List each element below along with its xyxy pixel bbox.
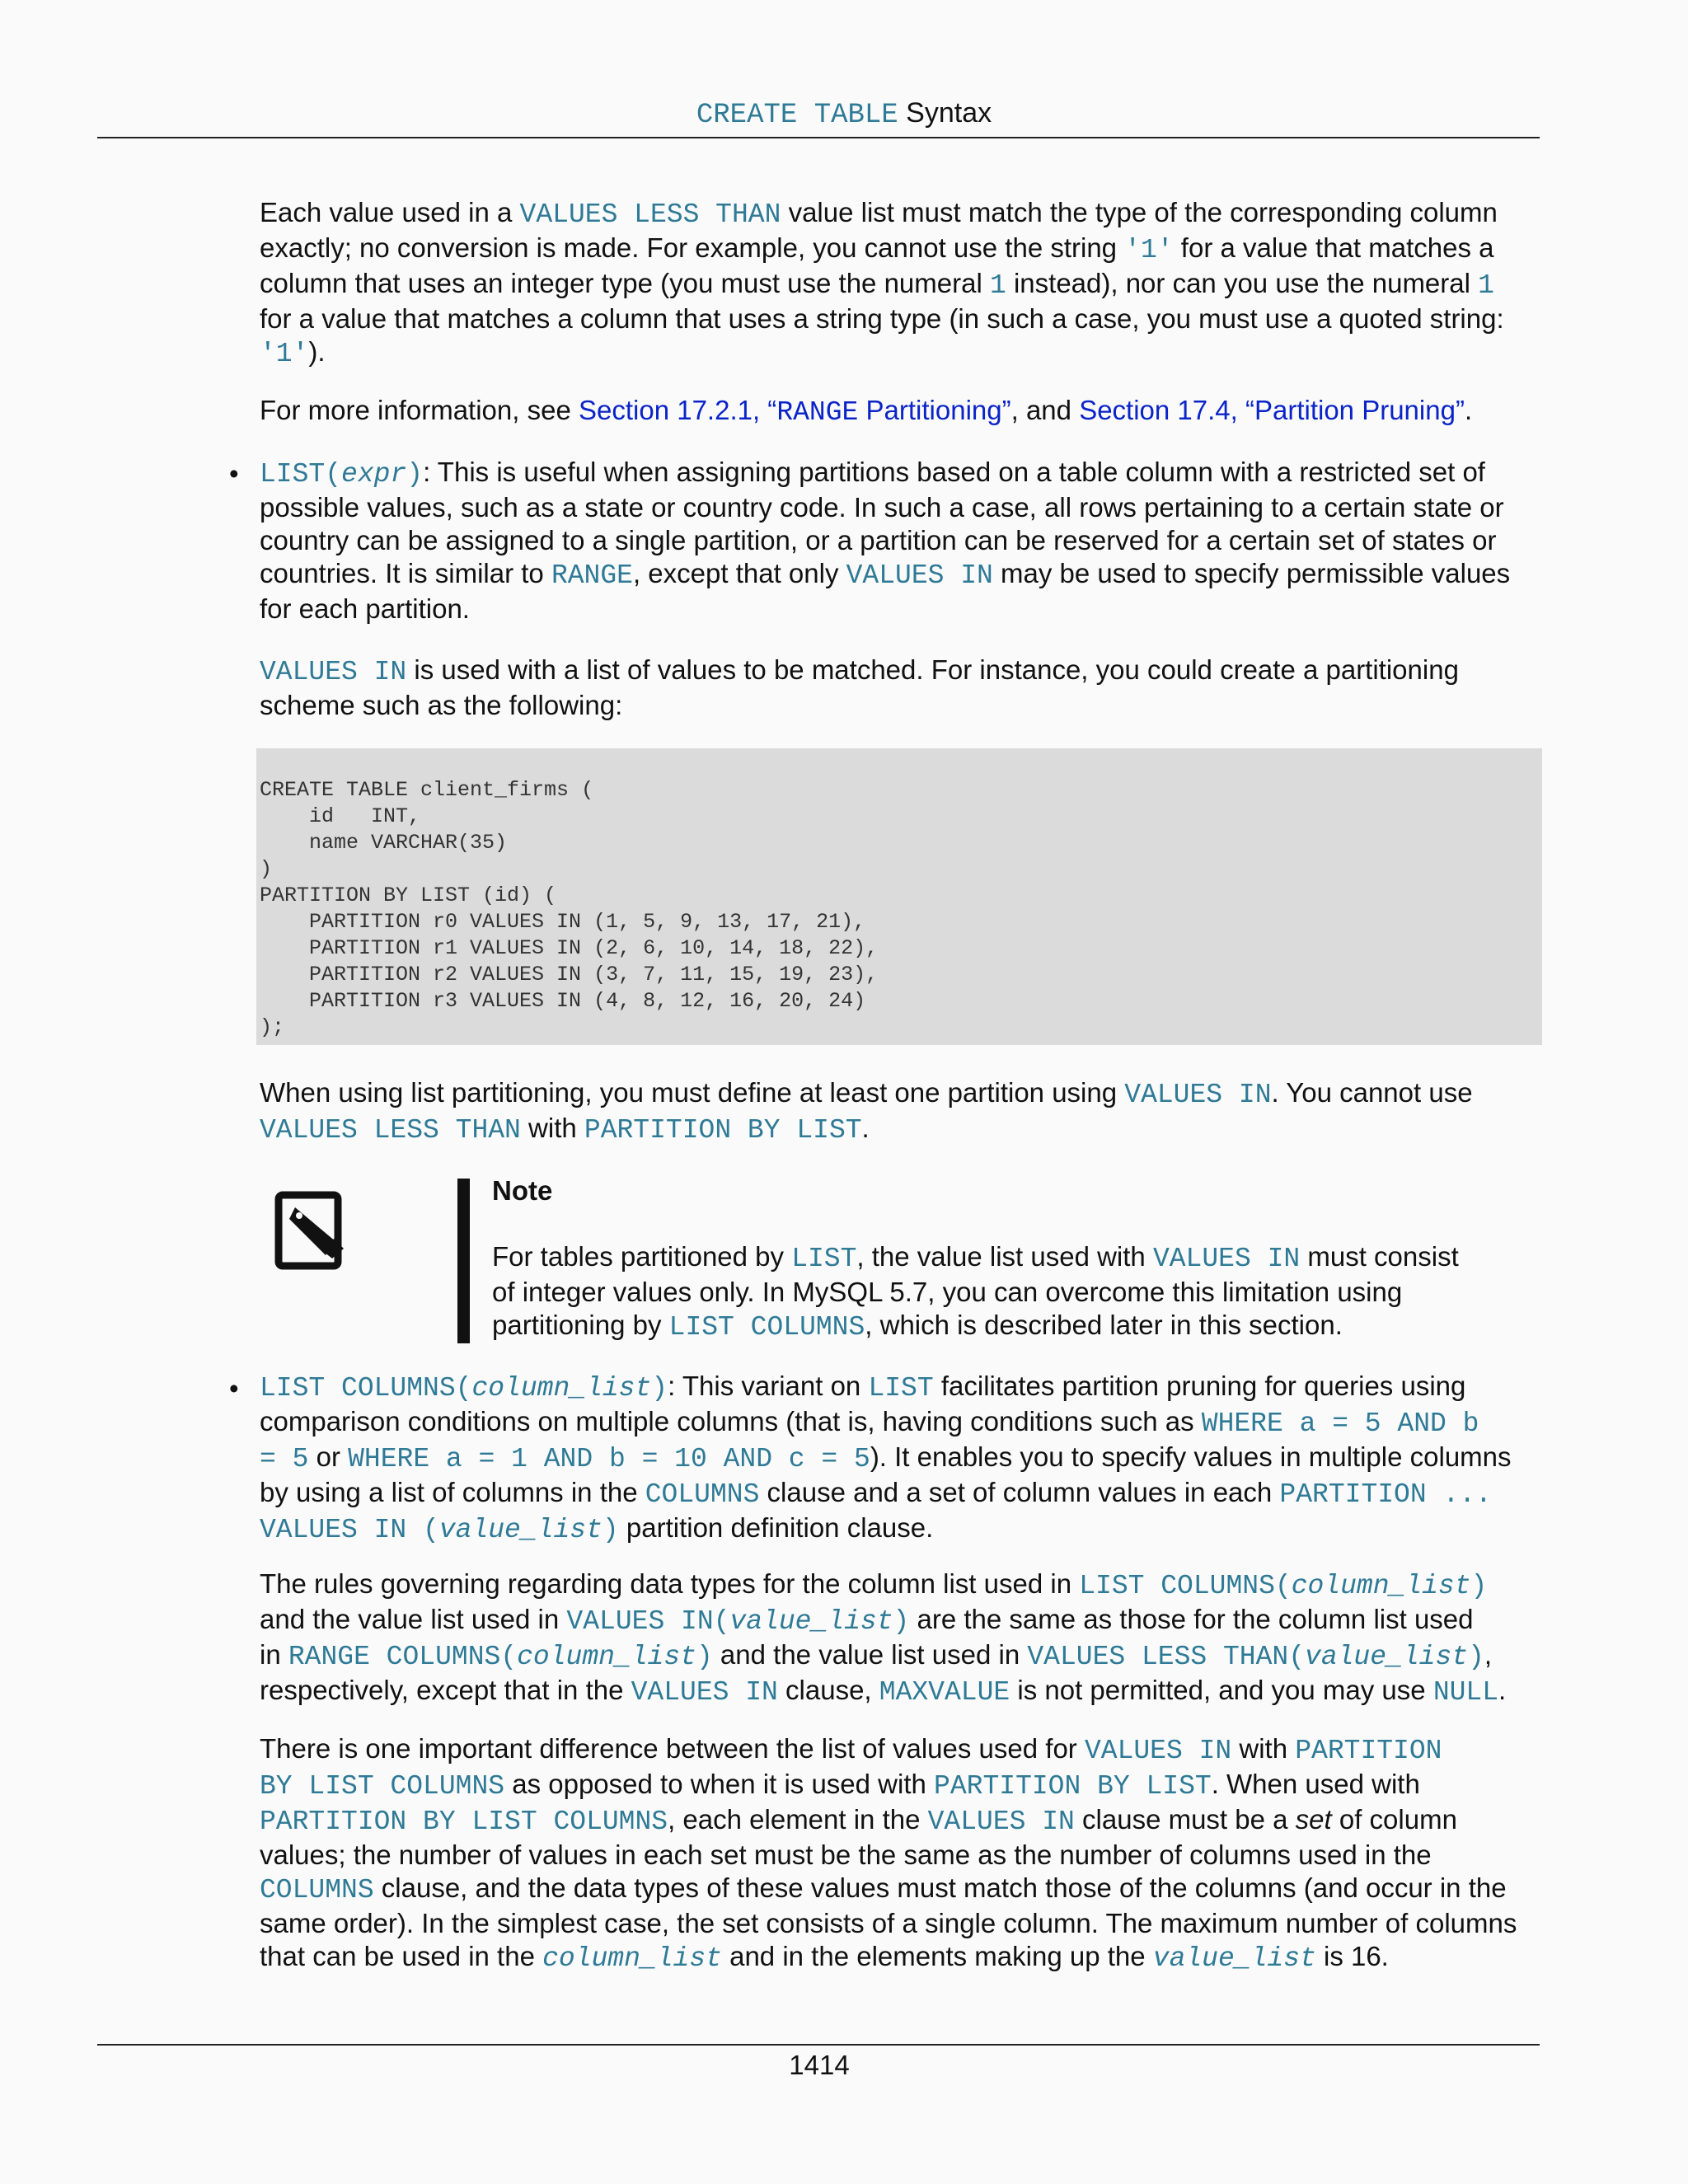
text: is 16. (1315, 1941, 1389, 1971)
text: with (1231, 1733, 1296, 1764)
inline-code: VALUES IN (1152, 1244, 1301, 1274)
text: , which is described later in this section. (865, 1310, 1343, 1340)
note-icon (274, 1191, 347, 1270)
bullet-marker: • (229, 458, 239, 489)
emphasis: set (1295, 1804, 1332, 1835)
inline-code: LIST (791, 1244, 857, 1274)
inline-code: PARTITION (1295, 1736, 1442, 1766)
text: and the value list used in (712, 1639, 1028, 1670)
inline-code: PARTITION ... (1279, 1479, 1492, 1510)
inline-code: LIST COLUMNS (668, 1312, 865, 1343)
text: and in the elements making up the (721, 1941, 1153, 1971)
text: for a value that matches a (1173, 232, 1494, 263)
text: is not permitted, and you may use (1010, 1675, 1433, 1705)
text: . (1498, 1675, 1507, 1705)
text: scheme such as the following: (260, 690, 623, 720)
footer-rule (97, 2044, 1540, 2046)
text: with (520, 1113, 584, 1143)
inline-code: MAXVALUE (879, 1677, 1010, 1708)
text: , and (1010, 395, 1080, 425)
inline-code: WHERE a = 1 AND b = 10 AND c = 5 (348, 1444, 870, 1474)
inline-code: LIST (868, 1373, 934, 1404)
inline-code: '1' (260, 339, 309, 369)
paragraph-important-difference (260, 1732, 1537, 1975)
inline-code: column_list (542, 1943, 722, 1974)
header-text: Syntax (906, 97, 992, 129)
inline-code: 1 (1478, 270, 1494, 301)
text: For tables partitioned by (492, 1241, 792, 1272)
inline-code: PARTITION BY LIST COLUMNS (260, 1807, 668, 1837)
inline-code: '1' (1124, 235, 1174, 265)
paragraph-more-info (260, 394, 1537, 429)
text: column that uses an integer type (you must use the numeral (260, 268, 990, 298)
text: partition definition clause. (618, 1512, 934, 1543)
bullet-list-expr (260, 456, 1537, 626)
text: for each partition. (260, 593, 470, 624)
paragraph-values-less-than (260, 196, 1537, 371)
text: clause, (777, 1675, 879, 1705)
bullet-list-columns (260, 1370, 1537, 1547)
inline-code: VALUES IN (value_list) (260, 1515, 619, 1545)
paragraph-list-partitioning (260, 1076, 1537, 1147)
inline-code: 1 (989, 270, 1006, 301)
text: . When used with (1211, 1769, 1420, 1799)
link-range-partitioning[interactable]: Section 17.2.1, “RANGE Partitioning” (578, 395, 1011, 428)
text: that can be used in the (260, 1941, 543, 1971)
text: for a value that matches a column that uses a string type (in such a case, you must use a quoted string: (260, 303, 1504, 334)
text: , each element in the (668, 1804, 928, 1835)
note-bar (457, 1179, 470, 1343)
inline-code: VALUES IN (260, 657, 407, 687)
text: Each value used in a (260, 197, 520, 227)
text: possible values, such as a state or country code. In such a case, all rows pertaining to a certain state or (260, 492, 1504, 523)
text: respectively, except that in the (260, 1675, 631, 1705)
inline-code: NULL (1432, 1677, 1499, 1708)
inline-code: VALUES LESS THAN(value_list) (1027, 1642, 1484, 1672)
inline-code: LIST COLUMNS(column_list) (1079, 1571, 1488, 1601)
text: clause must be a (1074, 1804, 1296, 1835)
text: values; the number of values in each set must be the same as the number of columns used in the (260, 1840, 1432, 1870)
inline-code: value_list (1152, 1943, 1316, 1974)
text: countries. It is similar to (260, 558, 551, 588)
note-title: Note (492, 1175, 553, 1206)
text: and the value list used in (260, 1604, 567, 1634)
text: in (260, 1639, 288, 1670)
inline-code: COLUMNS (645, 1479, 760, 1510)
inline-code: VALUES IN(value_list) (566, 1606, 910, 1637)
code-block (256, 748, 1542, 1045)
page-number: 1414 (789, 2050, 850, 2080)
inline-code: RANGE COLUMNS(column_list) (288, 1642, 713, 1672)
text: : This variant on (668, 1371, 869, 1401)
inline-code: BY LIST COLUMNS (260, 1771, 505, 1802)
inline-code: VALUES LESS THAN (519, 199, 781, 230)
inline-code: VALUES IN (631, 1677, 778, 1708)
text: by using a list of columns in the (260, 1477, 645, 1507)
text: as opposed to when it is used with (504, 1769, 935, 1799)
text: ). (308, 336, 326, 367)
text: : This is useful when assigning partitions based on a table column with a restricted set of (423, 457, 1485, 487)
inline-code: LIST COLUMNS(column_list) (260, 1373, 668, 1404)
text: ). It enables you to specify values in multiple columns (870, 1441, 1512, 1472)
inline-code: WHERE a = 5 AND b (1201, 1408, 1479, 1439)
text: comparison conditions on multiple columns (that is, having conditions such as (260, 1406, 1202, 1436)
text: The rules governing regarding data types for the column list used in (260, 1568, 1080, 1599)
text: . You cannot use (1271, 1077, 1473, 1108)
text: , the value list used with (856, 1241, 1153, 1272)
text: are the same as those for the column list used (909, 1604, 1474, 1634)
inline-code: VALUES IN (927, 1807, 1075, 1837)
text: same order). In the simplest case, the set consists of a single column. The maximum number of columns (260, 1908, 1517, 1938)
text: partitioning by (492, 1310, 669, 1340)
inline-code: PARTITION BY LIST (934, 1771, 1212, 1802)
inline-code: VALUES IN (1084, 1736, 1232, 1766)
inline-code: LIST(expr) (260, 459, 424, 490)
inline-code: = 5 (260, 1444, 309, 1474)
text: , (1484, 1639, 1493, 1670)
inline-code: VALUES LESS THAN (260, 1115, 521, 1146)
text: must consist (1300, 1241, 1459, 1272)
text: , except that only (632, 558, 846, 588)
text: country can be assigned to a single partition, or a partition can be reserved for a certain set of states or (260, 525, 1497, 555)
text: . (861, 1113, 870, 1143)
text: facilitates partition pruning for queries using (933, 1371, 1466, 1401)
running-header (0, 97, 1688, 131)
text: For more information, see (260, 395, 579, 425)
text: exactly; no conversion is made. For example, you cannot use the string (260, 232, 1125, 263)
header-rule (97, 137, 1540, 138)
text: instead), nor can you use the numeral (1006, 268, 1479, 298)
text: clause and a set of column values in each (759, 1477, 1280, 1507)
note-body (492, 1240, 1539, 1344)
code-listing: CREATE TABLE client_firms ( id INT, name VARCHAR(35) ) PARTITION BY LIST (id) ( PARTITION r0 VALUES IN (1, 5, 9, 13, 17, 21), PARTITION r1 VALUES IN (2, 6, 10, 14, 18, 22), PARTITION r2 VALUES IN (3, 7, 11, 15, 19, 23), PARTITION r3 VALUES IN (4, 8, 12, 16, 20, 24) ); (260, 778, 879, 1039)
link-partition-pruning[interactable]: Section 17.4, “Partition Pruning” (1079, 395, 1465, 425)
text: may be used to specify permissible values (992, 558, 1511, 588)
inline-code: PARTITION BY LIST (584, 1115, 862, 1146)
text: clause, and the data types of these values must match those of the columns (and occur in the (373, 1872, 1507, 1903)
header-code: CREATE TABLE (696, 100, 898, 131)
inline-code: VALUES IN (1124, 1080, 1272, 1110)
inline-code: VALUES IN (846, 560, 993, 591)
text: of integer values only. In MySQL 5.7, you can overcome this limitation using (492, 1277, 1403, 1307)
text: When using list partitioning, you must define at least one partition using (260, 1077, 1125, 1108)
text: There is one important difference between the list of values used for (260, 1733, 1085, 1764)
text: of column (1331, 1804, 1457, 1835)
text: or (308, 1441, 349, 1472)
inline-code: RANGE (551, 560, 633, 591)
paragraph-values-in (260, 654, 1537, 722)
inline-code: COLUMNS (260, 1875, 374, 1905)
text: is used with a list of values to be matched. For instance, you could create a partitioning (406, 654, 1459, 685)
text: value list must match the type of the corresponding column (781, 197, 1498, 227)
text: . (1464, 395, 1473, 425)
bullet-marker: • (229, 1373, 239, 1404)
paragraph-rules-data-types (260, 1568, 1537, 1709)
